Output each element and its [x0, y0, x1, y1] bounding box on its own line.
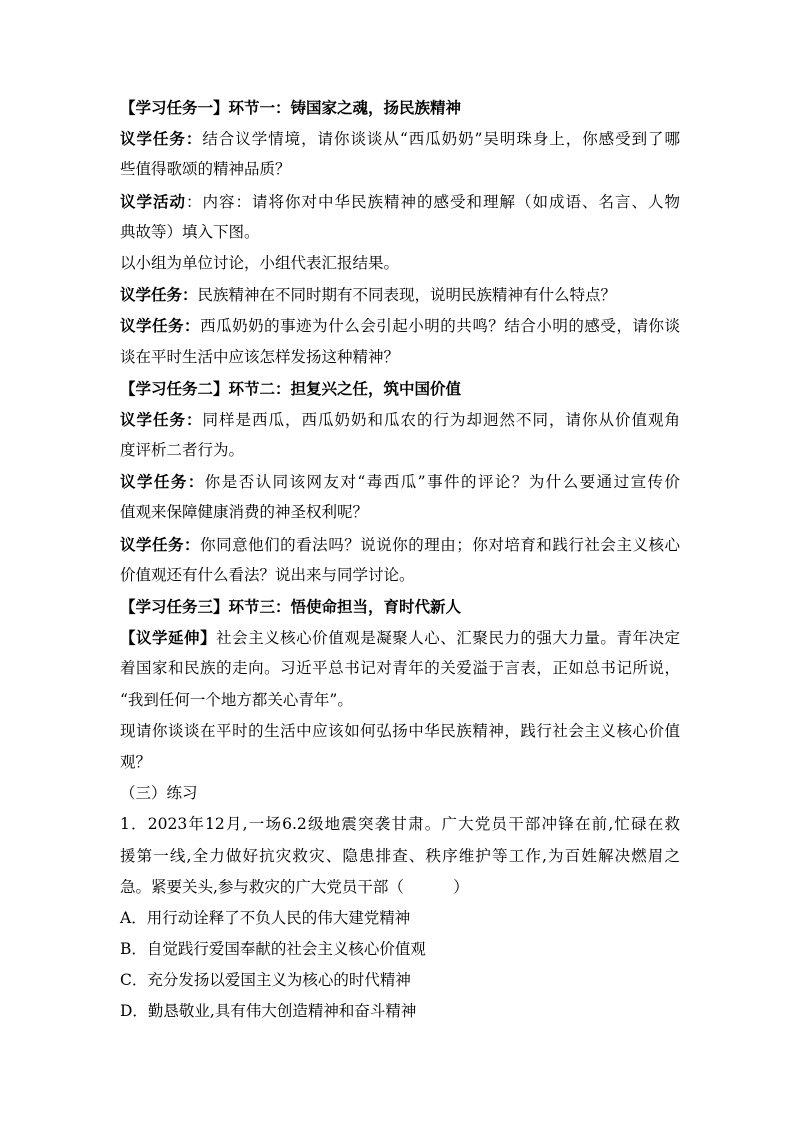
section3-extension-line2: 着国家和民族的走向。习近平总书记对青年的关爱溢于言表，正如总书记所说， — [120, 659, 680, 678]
section2-task2-line1 — [120, 466, 680, 497]
section1-task2-line1 — [120, 279, 680, 310]
section1-task3-line1 — [120, 310, 680, 341]
task-text: 结合议学情境，请你谈谈从“西瓜奶奶”吴明珠身上，你感受到了哪 — [202, 130, 680, 149]
question1-line1: 1．2023年12月,一场6.2级地震突袭甘肃。广大党员干部冲锋在前,忙碌在救 — [120, 815, 680, 834]
task-label: 议学任务： — [120, 316, 201, 336]
task-text: 西瓜奶奶的事迹为什么会引起小明的共鸣？结合小明的感受，请你谈 — [200, 317, 680, 336]
question1-line3: 急。紧要关头,参与救灾的广大党员干部（ ） — [120, 877, 469, 896]
document-page — [120, 92, 680, 1028]
section2-task3-line1 — [120, 529, 680, 560]
section1-activity-line3: 以小组为单位讨论，小组代表汇报结果。 — [120, 253, 400, 272]
task-label: 议学任务： — [120, 472, 205, 492]
activity-label: 议学活动 — [120, 191, 186, 211]
section2-task1-line2: 度评析二者行为。 — [120, 441, 245, 460]
task-text: 同样是西瓜，西瓜奶奶和瓜农的行为却迥然不同，请你从价值观角 — [202, 410, 680, 429]
section2-task3-line2: 价值观还有什么看法？说出来与同学讨论。 — [120, 565, 415, 584]
section3-prompt-line2: 观？ — [120, 752, 152, 771]
section2-heading: 【学习任务二】环节二：担复兴之任，筑中国价值 — [120, 378, 462, 398]
section1-heading: 【学习任务一】环节一：铸国家之魂，扬民族精神 — [120, 98, 462, 117]
section1-task1-line1 — [120, 123, 680, 154]
section3-extension-line3: “我到任何一个地方都关心青年”。 — [120, 690, 353, 709]
section3-prompt-line1: 现请你谈谈在平时的生活中应该如何弘扬中华民族精神，践行社会主义核心价值 — [120, 721, 680, 740]
question1-line2: 援第一线,全力做好抗灾救灾、隐患排查、秩序维护等工作,为百姓解决燃眉之 — [120, 846, 680, 865]
task-text: 民族精神在不同时期有不同表现，说明民族精神有什么特点？ — [197, 286, 617, 305]
task-label: 议学任务： — [120, 409, 203, 429]
task-label: 议学任务： — [120, 534, 201, 554]
section1-task1-line2: 些值得歌颂的精神品质？ — [120, 160, 291, 179]
section1-activity-line2: 典故等）填入下图。 — [120, 222, 260, 241]
extension-text: 社会主义核心价值观是凝聚人心、汇聚民力的强大力量。青年决定 — [216, 629, 680, 648]
section2-task2-line2: 值观来保障健康消费的神圣权利呢？ — [120, 503, 369, 522]
task-text: 你同意他们的看法吗？说说你的理由；你对培育和践行社会主义核心 — [200, 535, 680, 554]
extension-label: 【议学延伸】 — [120, 628, 217, 648]
task-text: 你是否认同该网友对“毒西瓜”事件的评论？为什么要通过宣传价 — [204, 473, 680, 492]
section1-task3-line2: 谈在平时生活中应该怎样发扬这种精神？ — [120, 347, 400, 366]
section2-task1-line1 — [120, 404, 680, 435]
section3-heading: 【学习任务三】环节三：悟使命担当，育时代新人 — [120, 597, 462, 616]
option-a: A．用行动诠释了不负人民的伟大建党精神 — [120, 908, 411, 927]
section1-activity-line1 — [120, 186, 680, 217]
option-b: B．自觉践行爱国奉献的社会主义核心价值观 — [120, 940, 426, 959]
practice-heading: （三）练习 — [120, 784, 198, 803]
task-label: 议学任务： — [120, 129, 203, 149]
section3-extension-line1 — [120, 622, 680, 653]
activity-text: ：内容：请将你对中华民族精神的感受和理解（如成语、名言、人物 — [186, 192, 680, 211]
option-d: D．勤恳敬业,具有伟大创造精神和奋斗精神 — [120, 1002, 417, 1021]
task-label: 议学任务： — [120, 285, 198, 305]
option-c: C．充分发扬以爱国主义为核心的时代精神 — [120, 971, 411, 990]
